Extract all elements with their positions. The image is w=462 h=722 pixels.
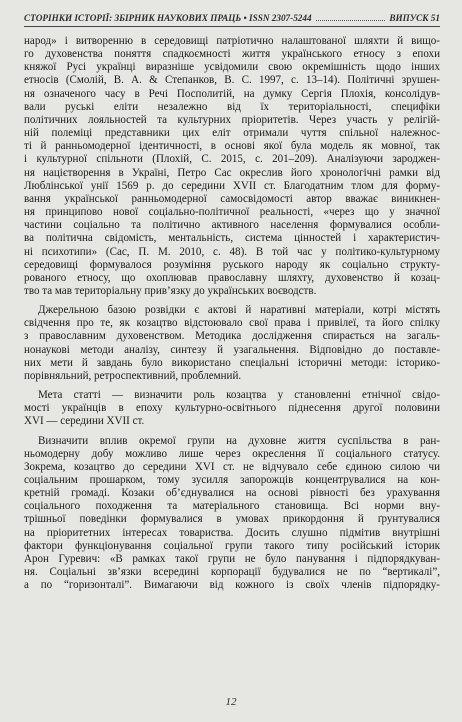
text-line: Мета статті — визначити роль козацтва у становленні етнічної свідо- xyxy=(38,389,440,402)
text-line: трішньої поведінки формувалися в умовах прикордоння й ґрунтувалися xyxy=(24,513,440,526)
text-line: етносів (Смолій, В. А. & Степанков, В. С. 1997, с. 13–14). Політичні зрушен- xyxy=(24,74,440,87)
text-line: кретній громаді. Козаки об’єднувалися на основі рівності без урахування xyxy=(24,487,440,500)
text-line: го духовенства поняття спадкоємності життя українського етносу з епохи xyxy=(24,48,440,61)
text-line: ньомодерну добу можливо лише через окреслення її соціального статусу. xyxy=(24,447,440,460)
text-line: і культурної спільноти (Плохій, С. 2015, с. 201–209). Аналізуючи зароджен- xyxy=(24,153,440,166)
page-number: 12 xyxy=(225,696,237,708)
text-line: Джерельною базою розвідки є актові й наративні матеріали, котрі містять xyxy=(38,304,440,317)
text-line: з православним духовенством. Методика дослідження спирається на загаль- xyxy=(24,330,440,343)
issue-number: ВИПУСК 51 xyxy=(389,13,440,23)
text-line: нонаукові методи аналізу, синтезу й узагальнення. Відповідно до поставле- xyxy=(24,343,440,356)
text-line: рованого етносу, що охоплював православну шляхту, духовенство й козац- xyxy=(24,271,440,284)
paragraph xyxy=(24,304,440,383)
text-line: ті й ранньомодерної ідентичності, в основі якої була модель як мовної, так xyxy=(24,140,440,153)
text-line: ва політична свідомість, ментальність, система цінностей і характеристич- xyxy=(24,232,440,245)
text-line: Люблінської унії 1569 р. до середини XVII ст. Благодатним тлом для форму- xyxy=(24,179,440,192)
paragraph xyxy=(24,35,440,298)
header-rule xyxy=(24,26,440,27)
text-line: ня націєтворення в Україні, Петро Сас окреслив його хронологічні рамки від xyxy=(24,166,440,179)
article-body xyxy=(24,35,440,592)
text-line: вали руські еліти незалежно від їх територіальності, специфіки xyxy=(24,100,440,113)
paragraph xyxy=(24,389,440,428)
text-line: народ» і витворенню в середовищі патріотично налаштованої шляхти й вищо- xyxy=(24,35,440,47)
text-line: середовищі формувалося розуміння руського народу як соціально структу- xyxy=(24,258,440,271)
header-dot-leader xyxy=(316,11,386,21)
text-line: Зокрема, козацтво до середини XVI ст. не відчувало себе єдиною силою чи xyxy=(24,460,440,473)
paragraph xyxy=(24,435,440,593)
text-line: ня означеного часу в Речі Посполитій, на думку Сергія Плохія, консолідув- xyxy=(24,87,440,100)
text-line: Визначити вплив окремої групи на духовне життя суспільства в ран- xyxy=(38,434,440,447)
text-line: мості українців в епоху культурно-освітнього піднесення другої половини xyxy=(24,402,440,415)
text-line: Арон Гуревич: «В рамках такої групи не було панування і підпорядкуван- xyxy=(24,552,440,565)
text-line: фактори функціонування соціальної групи такого типу російський історик xyxy=(24,539,440,552)
journal-title: СТОРІНКИ ІСТОРІЇ: ЗБІРНИК НАУКОВИХ ПРАЦЬ • ISSN 2307-5244 xyxy=(24,13,312,23)
text-line: соціальним прошарком, тому зусилля запорожців концентрувалися на кон- xyxy=(24,474,440,486)
text-line: тво та мав територіальну прив’язку до українських воєводств. xyxy=(24,284,317,297)
text-line: на пріоритетних інтересах товариства. Досить слушно підмітив внутрішні xyxy=(24,526,440,539)
text-line: ня принципово нової соціально-політичної реальності, «через що у значної xyxy=(24,206,440,219)
text-line: свідчення про те, як козацтво відстоювало свої права і привілеї, та його спілку xyxy=(24,317,440,330)
text-line: порівняльний, ретроспективний, проблемний. xyxy=(24,369,242,382)
running-header xyxy=(24,9,440,23)
text-line: XVI — середини XVII ст. xyxy=(24,415,145,428)
text-line: частини соціально та політично активного населення формувалися особли- xyxy=(24,219,440,232)
text-line: ні психотипи» (Сас, П. М. 2010, с. 48). В той час у політико-культурному xyxy=(24,245,440,258)
text-line: княжої Русі українці виразніше усвідомили свою окремішність щодо інших xyxy=(24,61,440,74)
text-line: а по “горизонталі”. Вимагаючи від кожного із своїх членів підпорядку- xyxy=(24,579,440,592)
text-line: ня. Соціальні зв’язки всередині корпорації будувалися не по “вертикалі”, xyxy=(24,566,440,579)
text-line: соціального походження та матеріального становища. Всі норми вну- xyxy=(24,500,440,513)
text-line: них мети й завдань було використано спеціальні історичні методи: історико- xyxy=(24,356,440,369)
text-line: вання української ранньомодерної самосвідомості автор вважає виникнен- xyxy=(24,192,440,205)
text-line: політичних лояльностей та культурних пріоритетів. Через участь у релігій- xyxy=(24,113,440,126)
text-line: ній полеміці представники цих еліт отримали чуття спільної належнос- xyxy=(24,127,440,140)
